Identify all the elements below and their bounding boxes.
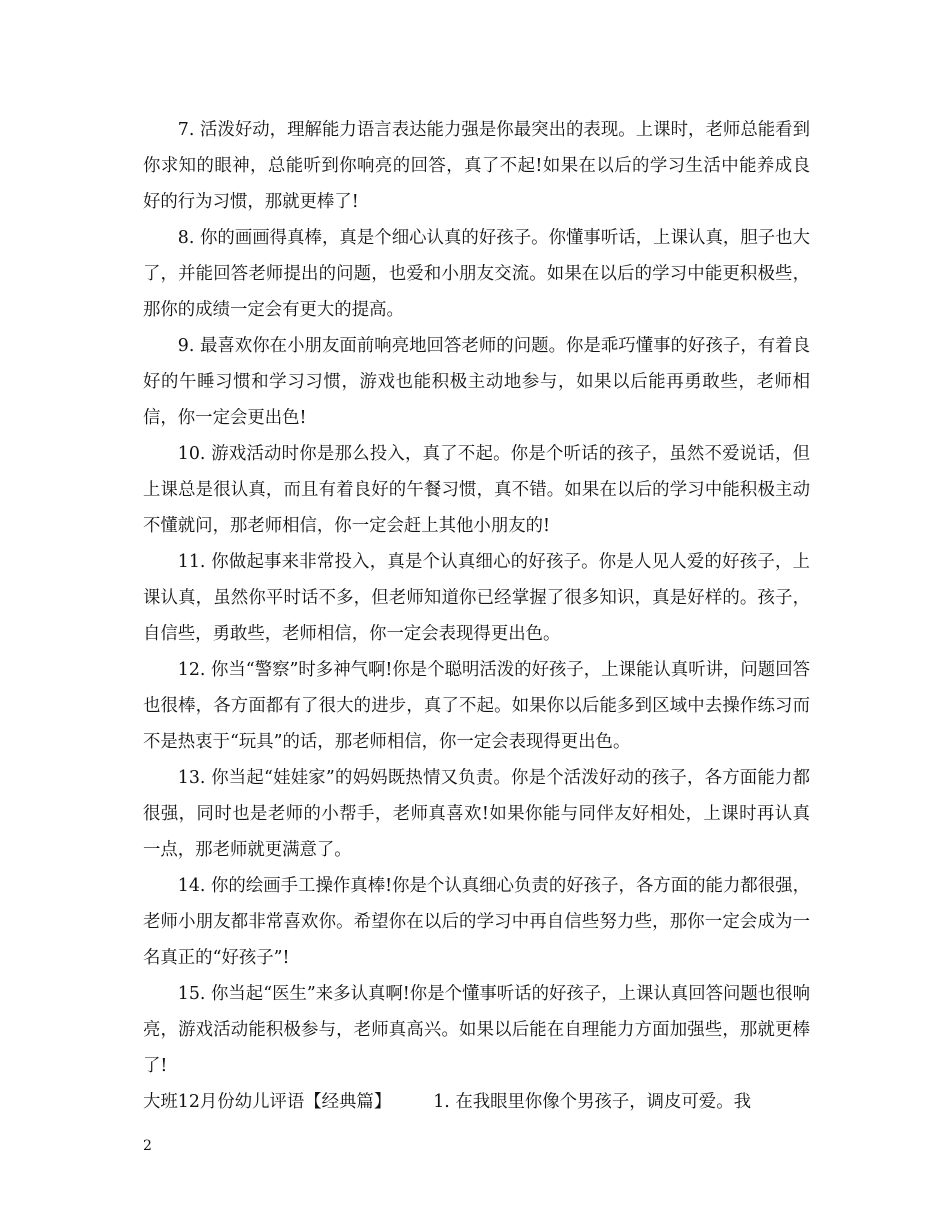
section-first-item: 1. 在我眼里你像个男孩子，调皮可爱。我 (433, 1092, 751, 1112)
comment-paragraph-12: 12. 你当“警察”时多神气啊!你是个聪明活泼的好孩子，上课能认真听讲，问题回答也很棒，各方面都有了很大的进步，真了不起。如果你以后能多到区域中去操作练习而不是热衷于“玩具”的话，那老师相信，你一定会表现得更出色。 (143, 660, 810, 752)
comment-paragraph-11: 11. 你做起事来非常投入，真是个认真细心的好孩子。你是人见人爱的好孩子，上课认真，虽然你平时话不多，但老师知道你已经掌握了很多知识，真是好样的。孩子，自信些，勇敢些，老师相信，你一定会表现得更出色。 (143, 552, 810, 644)
comment-paragraph-13: 13. 你当起“娃娃家”的妈妈既热情又负责。你是个活泼好动的孩子，各方面能力都很强，同时也是老师的小帮手，老师真喜欢!如果你能与同伴友好相处，上课时再认真一点，那老师就更满意了。 (143, 768, 810, 860)
section-heading: 大班12月份幼儿评语【经典篇】 (143, 1092, 392, 1112)
comment-paragraph-15: 15. 你当起“医生”来多认真啊!你是个懂事听话的好孩子，上课认真回答问题也很响亮，游戏活动能积极参与，老师真高兴。如果以后能在自理能力方面加强些，那就更棒了! (143, 984, 810, 1076)
comment-paragraph-8: 8. 你的画画得真棒，真是个细心认真的好孩子。你懂事听话，上课认真，胆子也大了，并能回答老师提出的问题，也爱和小朋友交流。如果在以后的学习中能更积极些，那你的成绩一定会有更大的提高。 (143, 228, 810, 320)
document-body (143, 112, 810, 1120)
comment-paragraph-7: 7. 活泼好动，理解能力语言表达能力强是你最突出的表现。上课时，老师总能看到你求知的眼神，总能听到你响亮的回答，真了不起!如果在以后的学习生活中能养成良好的行为习惯，那就更棒了! (143, 120, 810, 212)
comment-paragraph-9: 9. 最喜欢你在小朋友面前响亮地回答老师的问题。你是乖巧懂事的好孩子，有着良好的午睡习惯和学习习惯，游戏也能积极主动地参与，如果以后能再勇敢些，老师相信，你一定会更出色! (143, 336, 810, 428)
comment-paragraph-10: 10. 游戏活动时你是那么投入，真了不起。你是个听话的孩子，虽然不爱说话，但上课总是很认真，而且有着良好的午餐习惯，真不错。如果在以后的学习中能积极主动不懂就问，那老师相信，你一定会赶上其他小朋友的! (143, 444, 810, 536)
section-line (143, 1084, 810, 1120)
page-number: 2 (143, 1138, 152, 1154)
comment-paragraph-14: 14. 你的绘画手工操作真棒!你是个认真细心负责的好孩子，各方面的能力都很强，老师小朋友都非常喜欢你。希望你在以后的学习中再自信些努力些，那你一定会成为一名真正的“好孩子”! (143, 876, 810, 968)
